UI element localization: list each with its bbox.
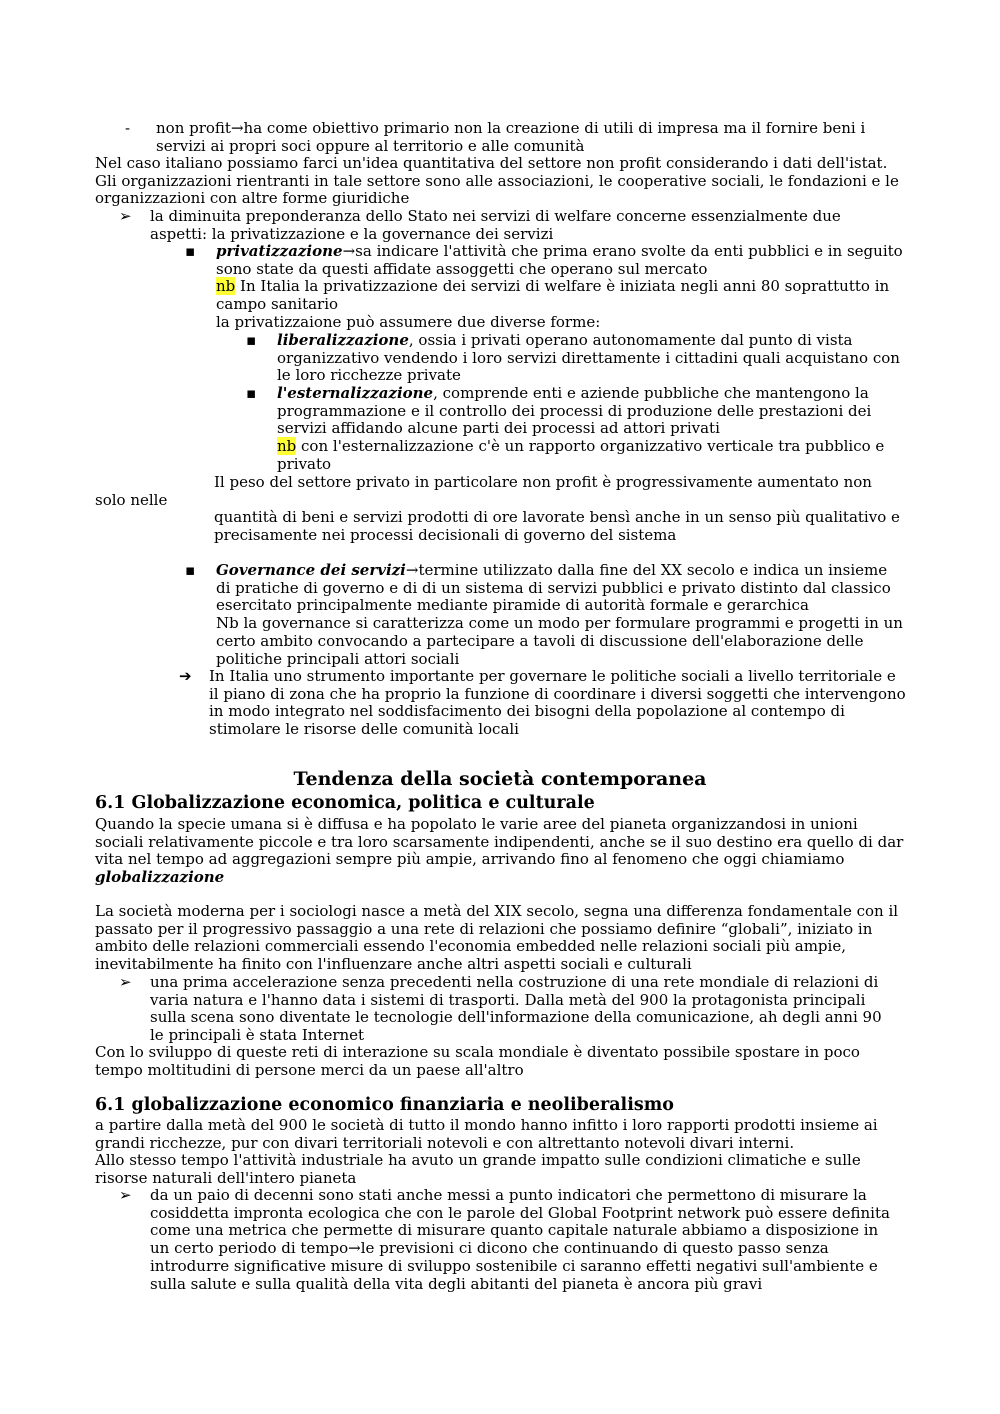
esternalizzazione-item bbox=[277, 385, 892, 474]
square-bullet-icon: ▪ bbox=[185, 242, 196, 260]
square-bullet-icon: ▪ bbox=[185, 561, 196, 579]
non-profit-term: non profit bbox=[156, 119, 231, 137]
istat-paragraph: Nel caso italiano possiamo farci un'idea quantitativa del settore non profit considerando i dati dell'istat. Gli organizzazioni rientranti in tale settore sono alle associazioni, le cooperative sociali, le fondazioni e le organizzazioni con altre forme giuridiche bbox=[95, 154, 899, 208]
paragraph-meta-900: a partire dalla metà del 900 le società di tutto il mondo hanno infitto i loro rapporti prodotti insieme ai grandi ricchezze, pur con divari territoriali notevoli e con altrettanto notevoli divari interni. bbox=[95, 1116, 878, 1152]
liberalizzazione-term: liberalizzazione bbox=[277, 331, 409, 349]
governance-item bbox=[216, 562, 906, 668]
dash-marker: - bbox=[125, 119, 131, 137]
section-title: Tendenza della società contemporanea bbox=[293, 768, 707, 790]
arrow-icon: → bbox=[405, 561, 419, 579]
diminuita-item: la diminuita preponderanza dello Stato nei servizi di welfare concerne essenzialmente due aspetti: la privatizzazione e la governance dei servizi bbox=[150, 207, 841, 243]
nb-highlight: nb bbox=[216, 277, 236, 296]
impronta-text: da un paio di decenni sono stati anche messi a punto indicatori che permettono di misurare la cosiddetta impronta ecologica che con le parole del Global Footprint network può essere definita come una metrica che permette di misurare quanto capitale naturale abbiamo a disposizione in un certo periodo di tempo bbox=[150, 1186, 890, 1258]
arrow-icon: → bbox=[348, 1239, 361, 1258]
esternalizzazione-definition: , comprende enti e aziende pubbliche che mantengono la programmazione e il controllo dei processi di produzione delle prestazioni dei servizi affidando alcune parti dei processi ad attori privati bbox=[277, 384, 872, 438]
due-forme-text: la privatizzaione può assumere due diverse forme: bbox=[216, 312, 601, 331]
liberalizzazione-definition: , ossia i privati operano autonomamente dal punto di vista organizzativo vendendo i loro servizi direttamente i cittadini quali acquistano con le loro ricchezze private bbox=[277, 331, 900, 385]
nb-note-text: con l'esternalizzazione c'è un rapporto organizzativo verticale tra pubblico e privato bbox=[277, 437, 885, 473]
governance-term: Governance dei servizi bbox=[216, 561, 406, 579]
bold-arrow-bullet-icon: ➔ bbox=[179, 667, 192, 685]
previsioni-text: le previsioni ci dicono che continuando di questo passo senza introdurre significative misure di sviluppo sostenibile ci saranno effetti negativi sull'ambiente e sulla salute e sulla qualità della vita degli abitanti del pianeta è ancora più gravi bbox=[150, 1239, 878, 1293]
triangle-bullet-icon: ➢ bbox=[119, 1186, 132, 1204]
paragraph-societa-moderna: La società moderna per i sociologi nasce a metà del XIX secolo, segna una differenza fondamentale con il passato per il progressivo passaggio a una rete di relazioni che possiamo definire “globali”, iniziato in ambito delle relazioni commerciali essendo l'economia embedded nelle relazioni sociali più ampie, inevitabilmente ha finito con l'influenzare anche altri aspetti sociali e culturali bbox=[95, 902, 899, 974]
liberalizzazione-item bbox=[277, 332, 907, 385]
heading-6-1-globalizzazione: 6.1 Globalizzazione economica, politica e culturale bbox=[95, 793, 595, 813]
heading-6-1-neoliberalismo: 6.1 globalizzazione economico finanziaria e neoliberalismo bbox=[95, 1095, 674, 1115]
peso-continuation: quantità di beni e servizi prodotti di ore lavorate bensì anche in un senso più qualitativo e precisamente nei processi decisionali di governo del sistema bbox=[214, 508, 900, 544]
peso-line-2: solo nelle bbox=[95, 491, 168, 509]
arrow-icon: → bbox=[230, 119, 244, 137]
non-profit-item bbox=[156, 120, 886, 155]
peso-line-1: Il peso del settore privato in particolare non profit è progressivamente aumentato non bbox=[214, 473, 872, 491]
triangle-bullet-icon: ➢ bbox=[119, 973, 132, 991]
nb-highlight: nb bbox=[277, 437, 297, 456]
square-bullet-icon: ▪ bbox=[246, 331, 257, 349]
paragraph-attivita-industriale: Allo stesso tempo l'attività industriale ha avuto un grande impatto sulle condizioni climatiche e sulle risorse naturali dell'intero pianeta bbox=[95, 1151, 861, 1187]
triangle-bullet-icon: ➢ bbox=[119, 207, 132, 225]
paragraph-text: Quando la specie umana si è diffusa e ha popolato le varie aree del pianeta organizzandosi in unioni sociali relativamente piccole e tra loro scarsamente indipendenti, anche se il suo destino era quello di dar vita nel tempo ad aggregazioni sempre più ampie, arrivando fino al fenomeno che oggi chiamiamo bbox=[95, 815, 904, 869]
privatizzazione-item bbox=[216, 243, 906, 332]
governance-definition: termine utilizzato dalla fine del XX secolo e indica un insieme di pratiche di governo e di di un sistema di servizi pubblici e privato distinto dal classico esercitato principalmente mediante piramide di autorità formale e gerarchica bbox=[216, 561, 891, 615]
esternalizzazione-term: l'esternalizzazione bbox=[277, 384, 434, 402]
paragraph-sviluppo-reti: Con lo sviluppo di queste reti di interazione su scala mondiale è diventato possibile spostare in poco tempo moltitudini di persone merci da un paese all'altro bbox=[95, 1043, 860, 1079]
italia-item: In Italia uno strumento importante per governare le politiche sociali a livello territoriale e il piano di zona che ha proprio la funzione di coordinare i diversi soggetti che intervengono in modo integrato nel soddisfacimento dei bisogni della popolazione al contempo di stimolare le risorse delle comunità locali bbox=[209, 667, 906, 739]
arrow-icon: → bbox=[342, 242, 356, 260]
nb-note-text: In Italia la privatizzazione dei servizi di welfare è iniziata negli anni 80 soprattutto in campo sanitario bbox=[216, 277, 890, 314]
governance-nb: Nb la governance si caratterizza come un modo per formulare programmi e progetti in un certo ambito convocando a partecipare a tavoli di discussione dell'elaborazione delle politiche principali attori sociali bbox=[216, 614, 903, 668]
privatizzazione-term: privatizzazione bbox=[216, 242, 343, 260]
privatizzazione-definition: sa indicare l'attività che prima erano svolte da enti pubblici e in seguito sono state da questi affidate assoggetti che operano sul mercato bbox=[216, 242, 903, 278]
paragraph-globalizzazione bbox=[95, 816, 910, 887]
impronta-ecologica-item bbox=[150, 1187, 895, 1293]
square-bullet-icon: ▪ bbox=[246, 384, 257, 402]
non-profit-definition: ha come obiettivo primario non la creazione di utili di impresa ma il fornire beni i servizi ai propri soci oppure al territorio e alle comunità bbox=[156, 119, 866, 155]
globalizzazione-term: globalizzazione bbox=[95, 868, 225, 887]
accelerazione-item: una prima accelerazione senza precedenti nella costruzione di una rete mondiale di relazioni di varia natura e l'hanno data i sistemi di trasporti. Dalla metà del 900 la protagonista principali sulla scena sono diventate le tecnologie dell'informazione della comunicazione, ah degli anni 90 le principali è stata Internet bbox=[150, 973, 882, 1045]
